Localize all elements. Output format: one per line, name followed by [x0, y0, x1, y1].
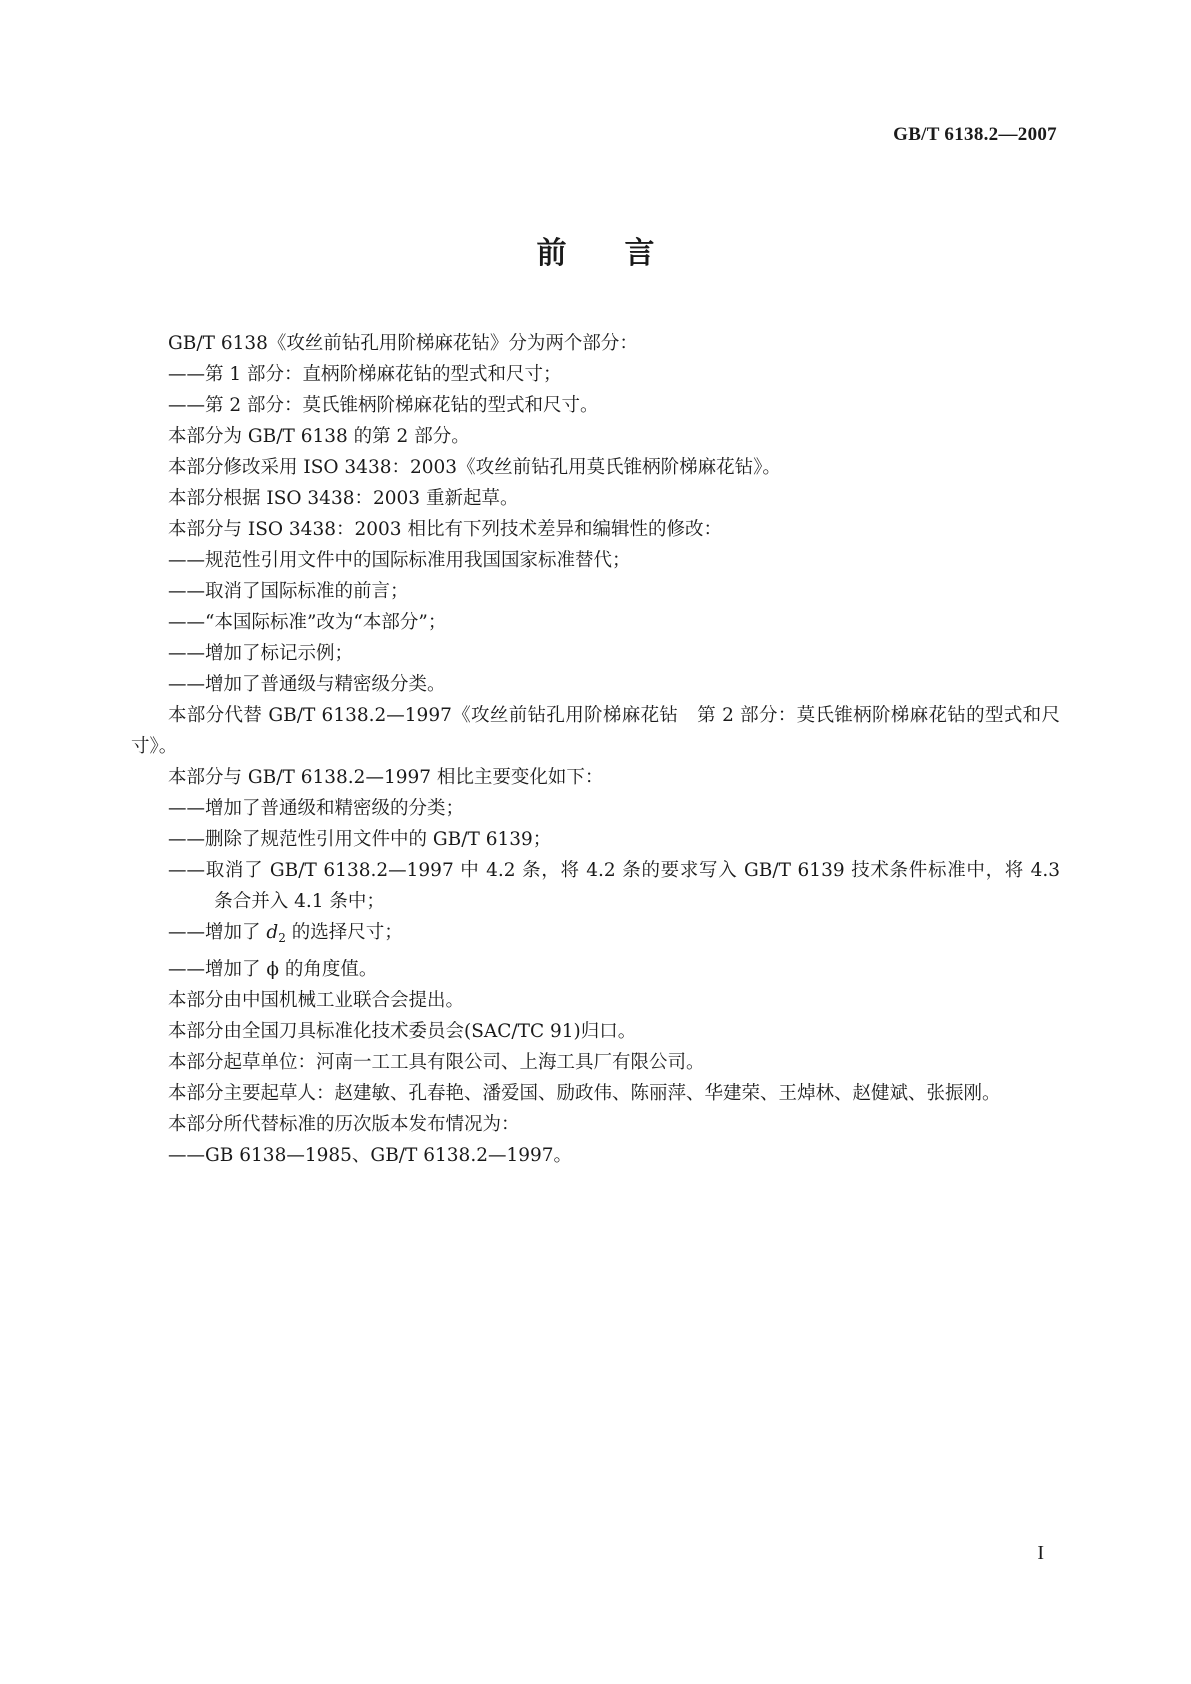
paragraph: 本部分与 GB/T 6138.2—1997 相比主要变化如下： [168, 767, 604, 788]
list-item: ——增加了普通级与精密级分类。 [168, 674, 446, 695]
list-item-d2 [131, 917, 1060, 954]
paragraph: 本部分起草单位：河南一工工具有限公司、上海工具厂有限公司。 [168, 1052, 705, 1073]
list-item: ——增加了 ϕ 的角度值。 [168, 959, 378, 980]
paragraph: 本部分所代替标准的历次版本发布情况为： [168, 1114, 520, 1135]
paragraph: 本部分修改采用 ISO 3438：2003《攻丝前钻孔用莫氏锥柄阶梯麻花钻》。 [168, 457, 781, 478]
paragraph: 本部分由全国刀具标准化技术委员会(SAC/TC 91)归口。 [168, 1021, 637, 1042]
page-number: I [1037, 1542, 1044, 1564]
standard-number: GB/T 6138.2—2007 [893, 124, 1057, 145]
d2-text-after: 的选择尺寸； [285, 922, 403, 943]
list-item: ——规范性引用文件中的国际标准用我国国家标准替代； [168, 550, 631, 571]
foreword-body [131, 328, 1060, 1171]
list-item: ——增加了普通级和精密级的分类； [168, 798, 465, 819]
paragraph: GB/T 6138《攻丝前钻孔用阶梯麻花钻》分为两个部分： [168, 333, 638, 354]
list-item: ——GB 6138—1985、GB/T 6138.2—1997。 [168, 1145, 573, 1166]
list-item: ——第 2 部分：莫氏锥柄阶梯麻花钻的型式和尺寸。 [168, 395, 599, 416]
list-item: ——取消了 GB/T 6138.2—1997 中 4.2 条，将 4.2 条的要求写入 GB/T 6139 技术条件标准中，将 4.3 条合并入 4.1 条中； [168, 860, 1060, 912]
list-item: ——取消了国际标准的前言； [168, 581, 409, 602]
paragraph: 本部分为 GB/T 6138 的第 2 部分。 [168, 426, 470, 447]
title-char-2: 言 [624, 236, 655, 271]
paragraph: 本部分由中国机械工业联合会提出。 [168, 990, 465, 1011]
paragraph: 本部分与 ISO 3438：2003 相比有下列技术差异和编辑性的修改： [168, 519, 722, 540]
d2-symbol: d [266, 922, 279, 943]
list-item: ——增加了标记示例； [168, 643, 354, 664]
list-item: ——“本国际标准”改为“本部分”； [168, 612, 447, 633]
d2-subscript: 2 [278, 931, 286, 945]
list-item: ——第 1 部分：直柄阶梯麻花钻的型式和尺寸； [168, 364, 562, 385]
title-char-1: 前 [536, 236, 567, 271]
d2-text-before: ——增加了 [168, 922, 267, 943]
page-title [0, 228, 1191, 272]
paragraph: 本部分代替 GB/T 6138.2—1997《攻丝前钻孔用阶梯麻花钻 第 2 部分：莫氏锥柄阶梯麻花钻的型式和尺寸》。 [131, 705, 1060, 757]
paragraph: 本部分根据 ISO 3438：2003 重新起草。 [168, 488, 519, 509]
paragraph: 本部分主要起草人：赵建敏、孔春艳、潘爱国、励政伟、陈丽萍、华建荣、王焯林、赵健斌、张振刚。 [168, 1083, 1001, 1104]
list-item: ——删除了规范性引用文件中的 GB/T 6139； [168, 829, 552, 850]
